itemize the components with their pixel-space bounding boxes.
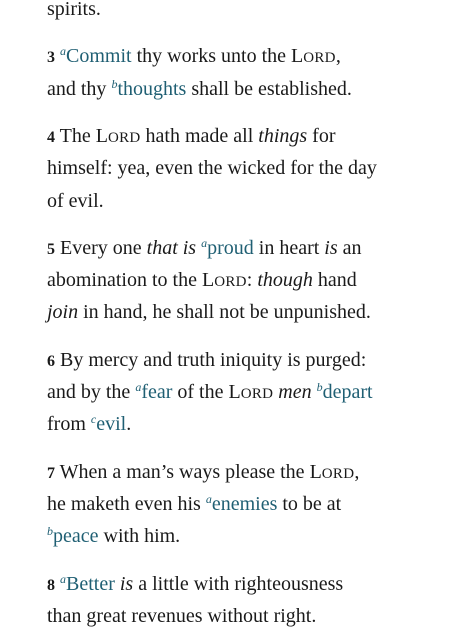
lord-initial: L (95, 125, 108, 147)
verse-text: from (47, 413, 91, 435)
footnote-link-proud[interactable]: proud (207, 237, 254, 259)
verse-text: and by the (47, 381, 136, 403)
verse-text: thy works unto the (131, 45, 292, 67)
verse-text: of evil. (47, 190, 104, 212)
verse-text: with him. (98, 525, 181, 547)
verse-6-line-3 (47, 412, 131, 436)
footnote-marker[interactable]: a (205, 492, 212, 506)
italic-word: is (324, 237, 338, 259)
footnote-link-enemies[interactable]: enemies (211, 493, 278, 515)
footnote-link-thoughts[interactable]: thoughts (117, 78, 187, 100)
verse-text: abomination to the (47, 269, 202, 291)
verse-8-line-1 (47, 572, 343, 598)
verse-7-line-2 (47, 492, 341, 516)
verse-text: Every one (55, 237, 147, 259)
verse-text: spirits. (47, 0, 101, 20)
verse-text: than great revenues without right. (47, 605, 317, 627)
verse-text: and thy (47, 78, 112, 100)
verse-number: 7 (47, 465, 55, 482)
verse-text: a little with righteousness (133, 573, 344, 595)
verse-text: : (246, 269, 258, 291)
footnote-marker[interactable]: b (111, 77, 118, 91)
verse-text: for (307, 125, 336, 147)
verse-text: himself: yea, even the wicked for the day (47, 157, 377, 179)
footnote-marker[interactable]: a (60, 44, 66, 58)
lord-small-caps: ORD (107, 130, 141, 146)
verse-text: By mercy and truth iniquity is purged: (55, 349, 367, 371)
italic-word: join (47, 301, 79, 323)
lord-initial: L (228, 381, 241, 403)
footnote-link-depart[interactable]: depart (322, 381, 373, 403)
verse-4-line-2 (47, 156, 377, 180)
verse-number: 8 (47, 577, 55, 594)
verse-2-tail (47, 0, 101, 21)
verse-text: When a man’s ways please the (55, 461, 310, 483)
lord-small-caps: ORD (214, 274, 247, 290)
footnote-link-peace[interactable]: peace (53, 525, 99, 547)
verse-4-line-3 (47, 189, 104, 213)
verse-3-line-2 (47, 77, 352, 101)
verse-text: to be at (277, 493, 342, 515)
italic-word: is (119, 573, 134, 595)
footnote-marker[interactable]: a (60, 572, 66, 586)
verse-number: 6 (47, 353, 55, 370)
verse-text: he maketh even his (47, 493, 206, 515)
verse-6-line-1 (47, 348, 366, 374)
verse-text: . (126, 413, 132, 435)
lord-initial: L (291, 45, 304, 67)
lord-small-caps: ORD (303, 50, 336, 66)
footnote-link-commit[interactable]: Commit (66, 45, 132, 67)
verse-5-line-3 (47, 300, 371, 324)
footnote-marker[interactable]: a (201, 236, 208, 250)
verse-5-line-1 (47, 236, 362, 262)
footnote-marker[interactable]: b (47, 524, 53, 538)
verse-7-line-3 (47, 524, 180, 548)
footnote-link-fear[interactable]: fear (141, 381, 173, 403)
verse-5-line-2 (47, 268, 357, 294)
verse-text: , (335, 45, 341, 67)
verse-8-line-2 (47, 604, 316, 628)
lord-initial: L (309, 461, 322, 483)
lord-initial: L (201, 269, 215, 291)
footnote-link-evil[interactable]: evil (96, 413, 127, 435)
verse-7-line-1 (47, 460, 359, 486)
verse-text: of the (172, 381, 229, 403)
verse-number: 3 (47, 49, 55, 66)
italic-word: that is (146, 237, 197, 259)
footnote-marker[interactable]: c (90, 412, 97, 426)
verse-text: hand (312, 269, 357, 291)
verse-text: , (354, 461, 360, 483)
lord-small-caps: ORD (321, 466, 355, 482)
footnote-marker[interactable]: a (135, 380, 142, 394)
verse-text: in heart (253, 237, 325, 259)
lord-small-caps: ORD (240, 386, 274, 402)
verse-number: 4 (47, 129, 55, 146)
verse-text: The (55, 125, 96, 147)
footnote-link-better[interactable]: Better (66, 573, 115, 595)
verse-4-line-1 (47, 124, 336, 150)
italic-word: men (278, 381, 312, 403)
verse-6-line-2 (47, 380, 373, 406)
verse-text: an (337, 237, 362, 259)
italic-word: things (258, 125, 308, 147)
verse-text: in hand, he shall not be unpunished. (78, 301, 371, 323)
verse-3-line-1 (47, 44, 341, 70)
verse-number: 5 (47, 241, 55, 258)
verse-text: hath made all (140, 125, 259, 147)
verse-text: shall be established. (186, 78, 352, 100)
italic-word: though (257, 269, 313, 291)
footnote-marker[interactable]: b (316, 380, 323, 394)
